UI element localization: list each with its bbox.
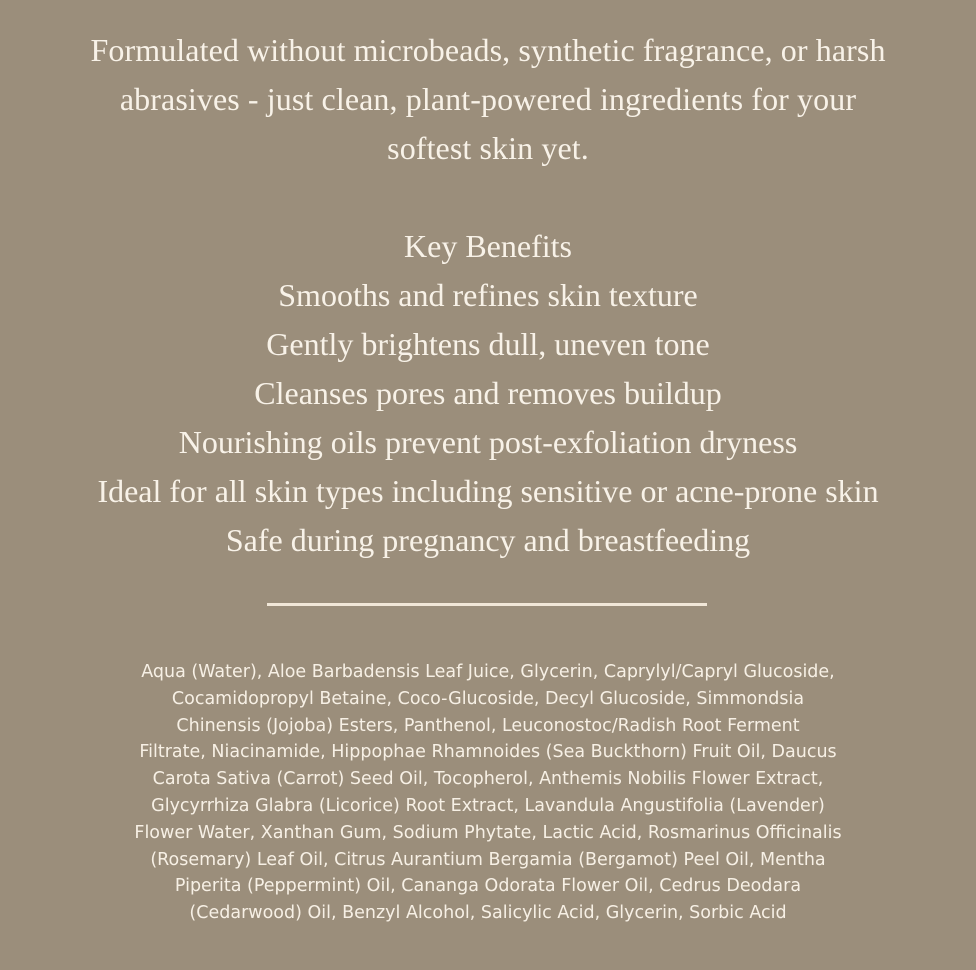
benefit-item: Ideal for all skin types including sensitive or acne-prone skin [97,473,879,509]
ingredients-line: Flower Water, Xanthan Gum, Sodium Phytate, Lactic Acid, Rosmarinus Officinalis [134,822,842,843]
ingredients-line: Cocamidopropyl Betaine, Coco-Glucoside, Decyl Glucoside, Simmondsia [171,688,805,709]
benefit-item: Nourishing oils prevent post-exfoliation dryness [178,424,798,460]
ingredients-line: Chinensis (Jojoba) Esters, Panthenol, Leuconostoc/Radish Root Ferment [176,715,800,736]
intro-paragraph [40,26,936,173]
ingredients-line: Aqua (Water), Aloe Barbadensis Leaf Juice, Glycerin, Caprylyl/Capryl Glucoside, [141,662,835,682]
ingredients-list [90,659,886,927]
ingredients-line: (Cedarwood) Oil, Benzyl Alcohol, Salicylic Acid, Glycerin, Sorbic Acid [189,903,787,924]
benefit-item: Smooths and refines skin texture [278,277,698,313]
ingredients-line: (Rosemary) Leaf Oil, Citrus Aurantium Bergamia (Bergamot) Peel Oil, Mentha [150,849,826,870]
benefit-item: Safe during pregnancy and breastfeeding [225,522,751,558]
ingredients-line: Carota Sativa (Carrot) Seed Oil, Tocopherol, Anthemis Nobilis Flower Extract, [152,769,824,790]
intro-line: Formulated without microbeads, synthetic fragrance, or harsh [90,32,886,68]
intro-line: abrasives - just clean, plant-powered ingredients for your [119,81,857,117]
ingredients-line: Filtrate, Niacinamide, Hippophae Rhamnoides (Sea Buckthorn) Fruit Oil, Daucus [139,742,837,763]
ingredients-line: Glycyrrhiza Glabra (Licorice) Root Extract, Lavandula Angustifolia (Lavender) [151,795,825,816]
section-divider [267,603,707,606]
key-benefits-section [20,222,956,565]
benefit-item: Gently brightens dull, uneven tone [266,326,710,362]
intro-line: softest skin yet. [387,130,589,166]
key-benefits-heading: Key Benefits [404,228,572,264]
ingredients-line: Piperita (Peppermint) Oil, Cananga Odorata Flower Oil, Cedrus Deodara [174,876,802,897]
benefit-item: Cleanses pores and removes buildup [254,375,722,411]
